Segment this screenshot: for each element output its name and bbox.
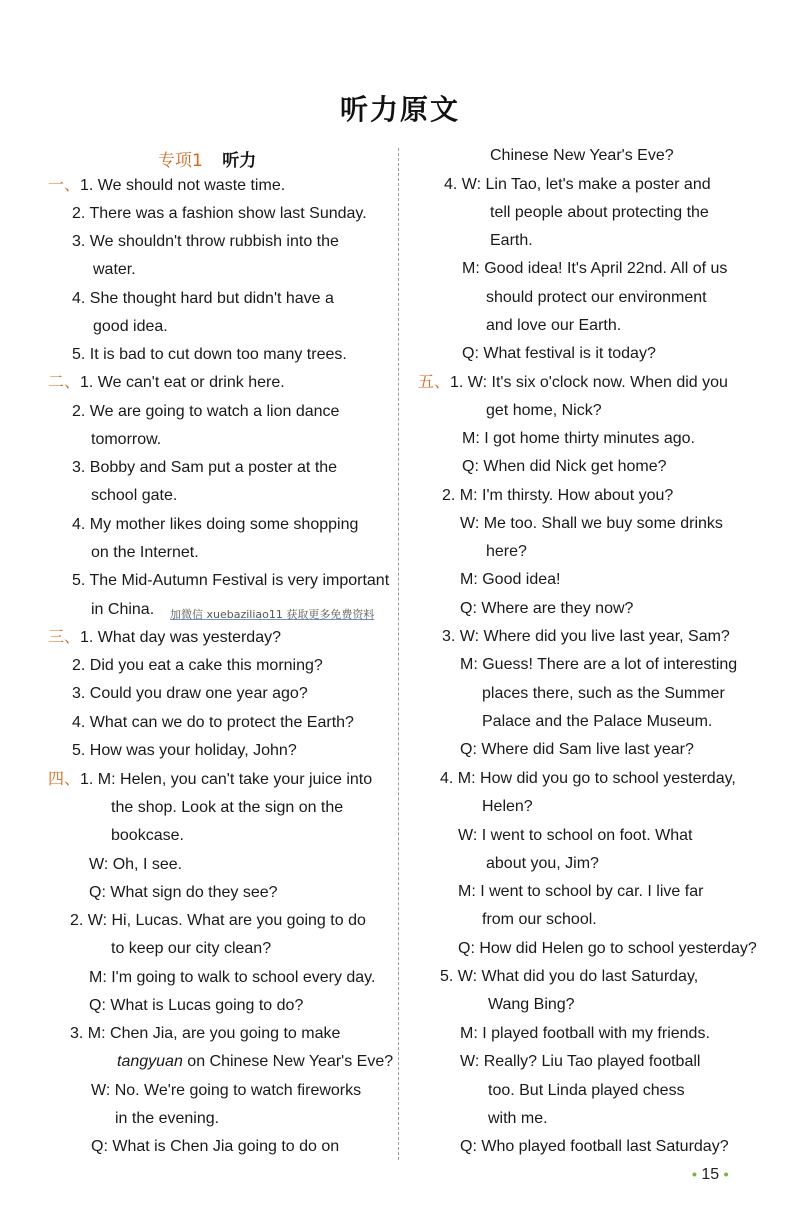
page-number <box>692 1166 729 1184</box>
section-label: 专项1 <box>158 151 203 171</box>
line-text: 2. Did you eat a cake this morning? <box>72 657 323 674</box>
transcript-line <box>72 515 358 535</box>
transcript-line <box>440 769 736 789</box>
question-marker: 二、 <box>48 374 81 391</box>
line-text: with me. <box>488 1110 548 1127</box>
transcript-line <box>91 1137 339 1157</box>
transcript-line <box>72 713 354 733</box>
transcript-line <box>70 911 366 931</box>
line-text: Q: What festival is it today? <box>462 345 656 362</box>
section-heading <box>158 146 256 171</box>
transcript-line <box>460 599 633 619</box>
watermark <box>170 606 374 622</box>
transcript-line <box>48 770 372 790</box>
line-text: on the Internet. <box>91 544 199 561</box>
line-text: 4. What can we do to protect the Earth? <box>72 714 354 731</box>
transcript-line <box>460 1137 729 1157</box>
transcript-line <box>486 854 599 874</box>
line-text: 2. There was a fashion show last Sunday. <box>72 205 367 222</box>
transcript-line <box>460 1024 710 1044</box>
question-marker: 五、 <box>418 374 451 391</box>
line-text: get home, Nick? <box>486 402 602 419</box>
line-text: 3. M: Chen Jia, are you going to make <box>70 1025 341 1042</box>
line-text: W: Me too. Shall we buy some drinks <box>460 515 723 532</box>
line-text: 5. It is bad to cut down too many trees. <box>72 346 347 363</box>
line-text: 3. Could you draw one year ago? <box>72 685 308 702</box>
transcript-line <box>462 457 667 477</box>
transcript-line <box>486 288 707 308</box>
transcript-line <box>72 656 323 676</box>
line-text: 5. How was your holiday, John? <box>72 742 297 759</box>
transcript-line <box>115 1109 219 1129</box>
line-text: M: Good idea! It's April 22nd. All of us <box>462 260 728 277</box>
transcript-line <box>72 571 389 591</box>
section-name: 听力 <box>222 151 257 171</box>
transcript-line <box>72 741 297 761</box>
transcript-line <box>488 1109 548 1129</box>
line-text: Q: When did Nick get home? <box>462 458 667 475</box>
line-text: 1. M: Helen, you can't take your juice into <box>80 771 373 788</box>
line-text: in the evening. <box>115 1110 220 1127</box>
transcript-line <box>482 684 725 704</box>
line-text: W: No. We're going to watch fireworks <box>91 1082 362 1099</box>
transcript-line <box>482 712 712 732</box>
transcript-line <box>48 373 285 393</box>
transcript-line <box>460 1052 700 1072</box>
transcript-line <box>444 175 711 195</box>
line-text: bookcase. <box>111 827 184 844</box>
transcript-line <box>91 430 161 450</box>
line-text: Q: Where did Sam live last year? <box>460 741 694 758</box>
transcript-line <box>462 429 695 449</box>
transcript-line <box>418 373 728 393</box>
transcript-line <box>458 826 692 846</box>
transcript-line <box>488 995 575 1015</box>
transcript-line <box>458 882 703 902</box>
transcript-line <box>460 570 561 590</box>
transcript-line <box>93 260 136 280</box>
line-text: M: I got home thirty minutes ago. <box>462 430 695 447</box>
transcript-line <box>460 655 737 675</box>
line-text: tell people about protecting the <box>490 204 709 221</box>
line-text: Q: What is Chen Jia going to do on <box>91 1138 340 1155</box>
italic-term: tangyuan <box>117 1053 183 1070</box>
line-text: the shop. Look at the sign on the <box>111 799 344 816</box>
line-text: school gate. <box>91 487 178 504</box>
question-marker: 三、 <box>48 629 81 646</box>
transcript-line <box>440 967 698 987</box>
line-text: M: Guess! There are a lot of interesting <box>460 656 738 673</box>
line-text: 2. We are going to watch a lion dance <box>72 403 340 420</box>
line-text: W: Oh, I see. <box>89 856 183 873</box>
transcript-line <box>111 798 343 818</box>
line-text: 1. W: It's six o'clock now. When did you <box>450 374 728 391</box>
question-marker: 四、 <box>48 771 81 788</box>
transcript-line <box>89 883 278 903</box>
transcript-line <box>72 458 337 478</box>
line-text: 3. W: Where did you live last year, Sam? <box>442 628 730 645</box>
line-text: 3. We shouldn't throw rubbish into the <box>72 233 339 250</box>
line-text: 1. We can't eat or drink here. <box>80 374 285 391</box>
line-text: 4. My mother likes doing some shopping <box>72 516 359 533</box>
transcript-line <box>89 855 182 875</box>
transcript-line <box>72 204 367 224</box>
watermark-text: 加微信 xuebaziliao11 获取更多免费资料 <box>170 608 375 621</box>
line-text: 1. We should not waste time. <box>80 177 286 194</box>
question-marker: 一、 <box>48 177 81 194</box>
line-text: W: Really? Liu Tao played football <box>460 1053 701 1070</box>
line-text: Q: What sign do they see? <box>89 884 278 901</box>
transcript-line <box>490 203 709 223</box>
line-text: about you, Jim? <box>486 855 599 872</box>
line-text: M: I went to school by car. I live far <box>458 883 704 900</box>
line-text: from our school. <box>482 911 597 928</box>
line-text: tomorrow. <box>91 431 162 448</box>
column-divider <box>398 148 399 1160</box>
transcript-line <box>48 176 285 196</box>
line-text: Q: Where are they now? <box>460 600 634 617</box>
line-text: to keep our city clean? <box>111 940 272 957</box>
transcript-line <box>48 628 281 648</box>
transcript-line <box>490 146 674 166</box>
line-text: places there, such as the Summer <box>482 685 725 702</box>
transcript-line <box>91 486 177 506</box>
line-text: 2. W: Hi, Lucas. What are you going to do <box>70 912 366 929</box>
transcript-line <box>111 939 271 959</box>
line-text: here? <box>486 543 527 560</box>
transcript-line <box>70 1024 340 1044</box>
transcript-line <box>91 1081 361 1101</box>
transcript-line <box>442 486 673 506</box>
line-text: 2. M: I'm thirsty. How about you? <box>442 487 674 504</box>
line-text: 5. The Mid-Autumn Festival is very important <box>72 572 390 589</box>
page-number-text: 15 <box>701 1166 720 1183</box>
transcript-line <box>72 402 339 422</box>
transcript-line <box>72 345 347 365</box>
transcript-line <box>462 259 727 279</box>
transcript-line <box>117 1052 393 1072</box>
transcript-line <box>486 316 621 336</box>
line-text: 5. W: What did you do last Saturday, <box>440 968 699 985</box>
transcript-line <box>72 289 334 309</box>
transcript-line <box>490 231 533 251</box>
transcript-line <box>91 543 199 563</box>
line-text: Q: What is Lucas going to do? <box>89 997 304 1014</box>
line-text: Chinese New Year's Eve? <box>490 147 674 164</box>
dot-icon: • <box>692 1166 697 1182</box>
transcript-line <box>89 968 375 988</box>
line-text: Earth. <box>490 232 533 249</box>
transcript-line <box>462 344 656 364</box>
line-text: Q: Who played football last Saturday? <box>460 1138 729 1155</box>
transcript-line <box>486 542 527 562</box>
transcript-line <box>488 1081 685 1101</box>
line-text: 4. She thought hard but didn't have a <box>72 290 334 307</box>
transcript-line <box>460 514 723 534</box>
dot-icon: • <box>723 1166 729 1182</box>
line-text: on Chinese New Year's Eve? <box>182 1053 394 1070</box>
transcript-line <box>482 910 597 930</box>
line-text: 4. W: Lin Tao, let's make a poster and <box>444 176 711 193</box>
transcript-line <box>93 317 168 337</box>
line-text: in China. <box>91 601 155 618</box>
line-text: Q: How did Helen go to school yesterday? <box>458 940 757 957</box>
line-text: M: I'm going to walk to school every day. <box>89 969 376 986</box>
line-text: and love our Earth. <box>486 317 622 334</box>
transcript-line <box>72 684 308 704</box>
transcript-line <box>486 401 602 421</box>
line-text: too. But Linda played chess <box>488 1082 685 1099</box>
line-text: Wang Bing? <box>488 996 575 1013</box>
transcript-line <box>72 232 339 252</box>
line-text: M: Good idea! <box>460 571 561 588</box>
transcript-line <box>442 627 730 647</box>
transcript-line <box>89 996 303 1016</box>
transcript-line <box>458 939 757 959</box>
line-text: 1. What day was yesterday? <box>80 629 281 646</box>
transcript-line <box>482 797 533 817</box>
transcript-line <box>111 826 184 846</box>
line-text: Palace and the Palace Museum. <box>482 713 713 730</box>
transcript-line <box>91 600 154 620</box>
line-text: M: I played football with my friends. <box>460 1025 710 1042</box>
line-text: 4. M: How did you go to school yesterday, <box>440 770 736 787</box>
page-title: 听力原文 <box>339 93 460 126</box>
line-text: should protect our environment <box>486 289 707 306</box>
line-text: W: I went to school on foot. What <box>458 827 693 844</box>
transcript-line <box>460 740 694 760</box>
line-text: 3. Bobby and Sam put a poster at the <box>72 459 338 476</box>
line-text: Helen? <box>482 798 533 815</box>
line-text: good idea. <box>93 318 168 335</box>
line-text: water. <box>93 261 136 278</box>
